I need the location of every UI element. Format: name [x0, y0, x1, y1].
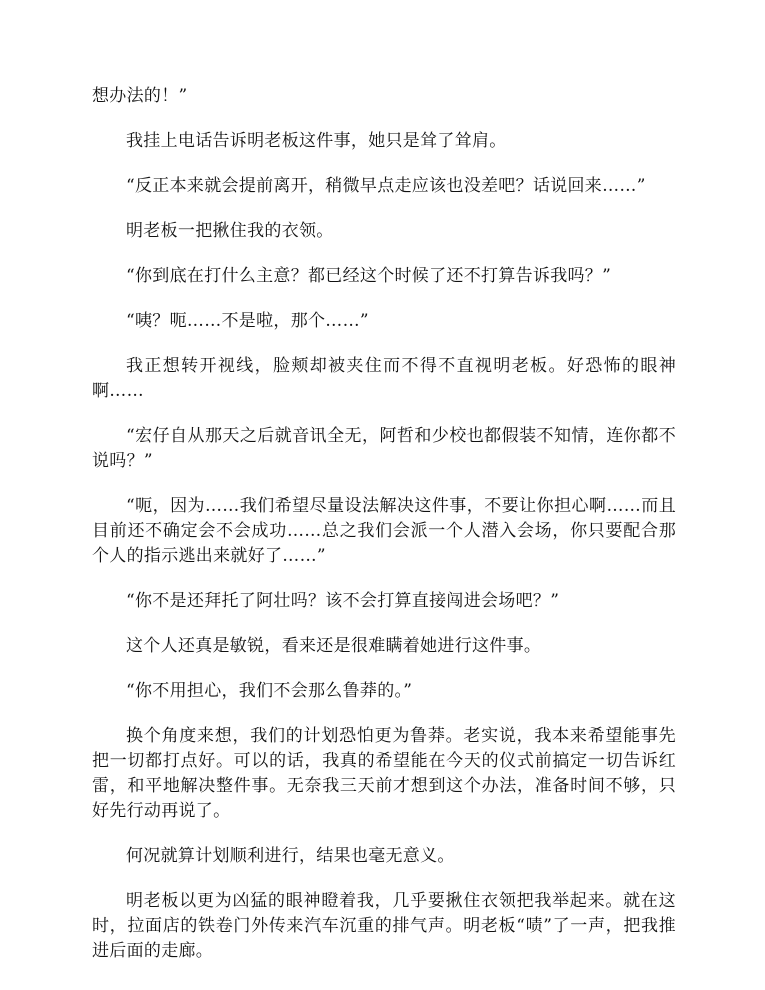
- paragraph: “反正本来就会提前离开，稍微早点走应该也没差吧？话说回来……”: [126, 176, 646, 196]
- paragraph: “你到底在打什么主意？都已经这个时候了还不打算告诉我吗？”: [126, 266, 612, 286]
- paragraph: 我挂上电话告诉明老板这件事，她只是耸了耸肩。: [126, 131, 507, 151]
- paragraph: 明老板以更为凶猛的眼神瞪着我，几乎要揪住衣领把我举起来。就在这时，拉面店的铁卷门外传来汽车沉重的排气声。明老板“啧”了一声，把我推进后面的走廊。: [92, 891, 676, 961]
- paragraph: “你不用担心，我们不会那么鲁莽的。”: [126, 681, 413, 701]
- paragraph: 想办法的！”: [92, 86, 188, 106]
- paragraph: “宏仔自从那天之后就音讯全无，阿哲和少校也都假装不知情，连你都不说吗？”: [92, 426, 676, 471]
- paragraph: 我正想转开视线，脸颊却被夹住而不得不直视明老板。好恐怖的眼神啊……: [92, 356, 676, 401]
- paragraph: “你不是还拜托了阿壮吗？该不会打算直接闯进会场吧？”: [126, 591, 560, 611]
- paragraph: 换个角度来想，我们的计划恐怕更为鲁莽。老实说，我本来希望能事先把一切都打点好。可以的话，我真的希望能在今天的仪式前搞定一切告诉红雷，和平地解决整件事。无奈我三天前才想到这个办法，准备时间不够，只好先行动再说了。: [92, 726, 676, 821]
- document-page: [92, 84, 676, 984]
- paragraph: “咦？呃……不是啦，那个……”: [126, 311, 369, 331]
- paragraph: 这个人还真是敏锐，看来还是很难瞒着她进行这件事。: [126, 636, 542, 656]
- paragraph: 明老板一把揪住我的衣领。: [126, 221, 334, 241]
- paragraph: “呃，因为……我们希望尽量设法解决这件事，不要让你担心啊……而且目前还不确定会不会成功……总之我们会派一个人潜入会场，你只要配合那个人的指示逃出来就好了……”: [92, 496, 676, 566]
- paragraph: 何况就算计划顺利进行，结果也毫无意义。: [126, 846, 455, 866]
